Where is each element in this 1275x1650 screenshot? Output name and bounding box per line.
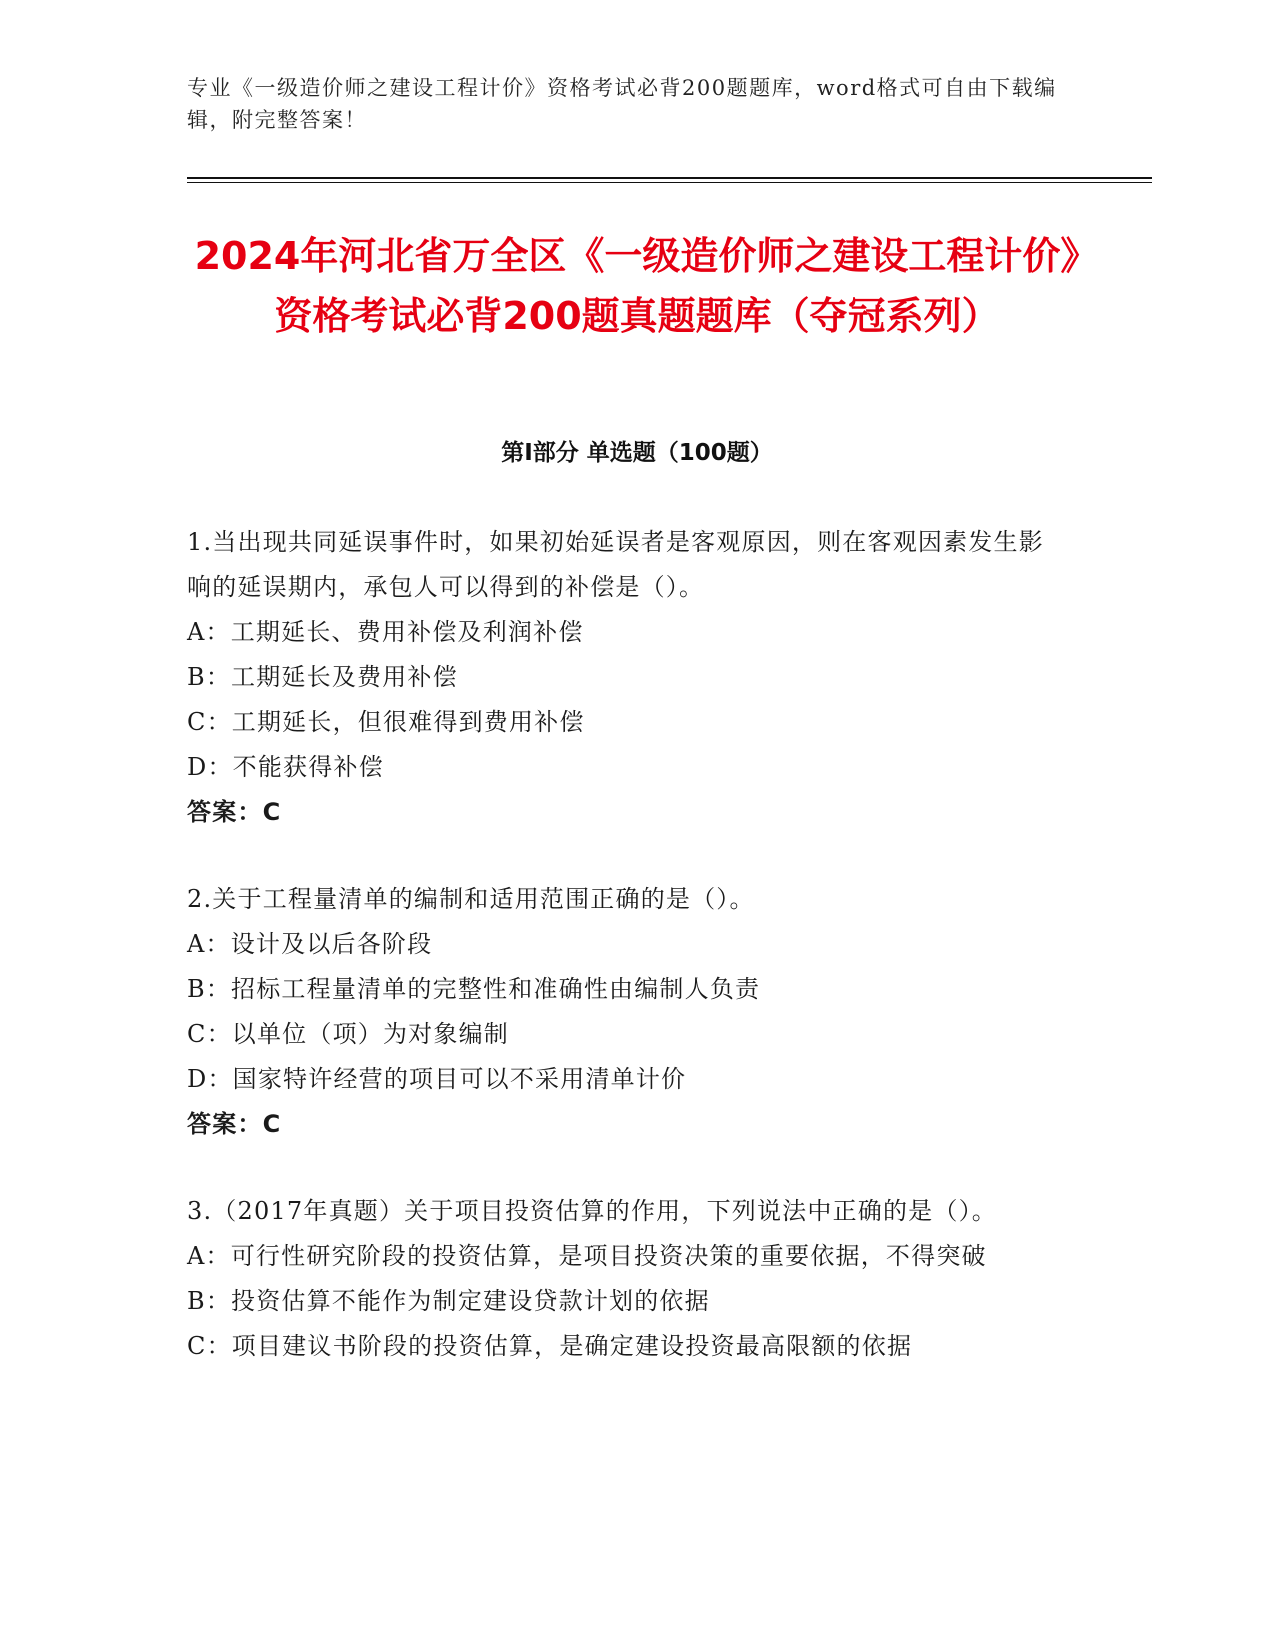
header-divider-thick	[187, 177, 1152, 179]
answer: 答案：C	[187, 798, 282, 826]
question-2	[187, 877, 1067, 1147]
option-b: B：招标工程量清单的完整性和准确性由编制人负责	[187, 975, 761, 1003]
option-c: C：项目建议书阶段的投资估算，是确定建设投资最高限额的依据	[187, 1332, 913, 1360]
option-a: A：可行性研究阶段的投资估算，是项目投资决策的重要依据，不得突破	[187, 1242, 987, 1270]
header-divider-thin	[187, 182, 1152, 183]
option-b: B：工期延长及费用补偿	[187, 663, 458, 691]
option-d: D：不能获得补偿	[187, 753, 384, 781]
document-title: 2024年河北省万全区《一级造价师之建设工程计价》资格考试必背200题真题题库（夺冠系列）	[194, 234, 1080, 338]
answer: 答案：C	[187, 1110, 282, 1138]
header-note: 专业《一级造价师之建设工程计价》资格考试必背200题题库，word格式可自由下载编辑，附完整答案！	[187, 76, 1057, 132]
option-b: B：投资估算不能作为制定建设贷款计划的依据	[187, 1287, 710, 1315]
question-3	[187, 1189, 1067, 1369]
question-text: 3.（2017年真题）关于项目投资估算的作用，下列说法中正确的是（）。	[187, 1197, 997, 1225]
question-text: 1.当出现共同延误事件时，如果初始延误者是客观原因，则在客观因素发生影响的延误期内，承包人可以得到的补偿是（）。	[187, 528, 1044, 601]
question-text: 2.关于工程量清单的编制和适用范围正确的是（）。	[187, 885, 755, 913]
option-c: C：以单位（项）为对象编制	[187, 1020, 509, 1048]
question-list	[187, 520, 1067, 1411]
option-a: A：工期延长、费用补偿及利润补偿	[187, 618, 584, 646]
option-c: C：工期延长，但很难得到费用补偿	[187, 708, 585, 736]
section-heading: 第Ⅰ部分 单选题（100题）	[501, 440, 773, 466]
question-1	[187, 520, 1067, 835]
option-a: A：设计及以后各阶段	[187, 930, 433, 958]
option-d: D：国家特许经营的项目可以不采用清单计价	[187, 1065, 687, 1093]
